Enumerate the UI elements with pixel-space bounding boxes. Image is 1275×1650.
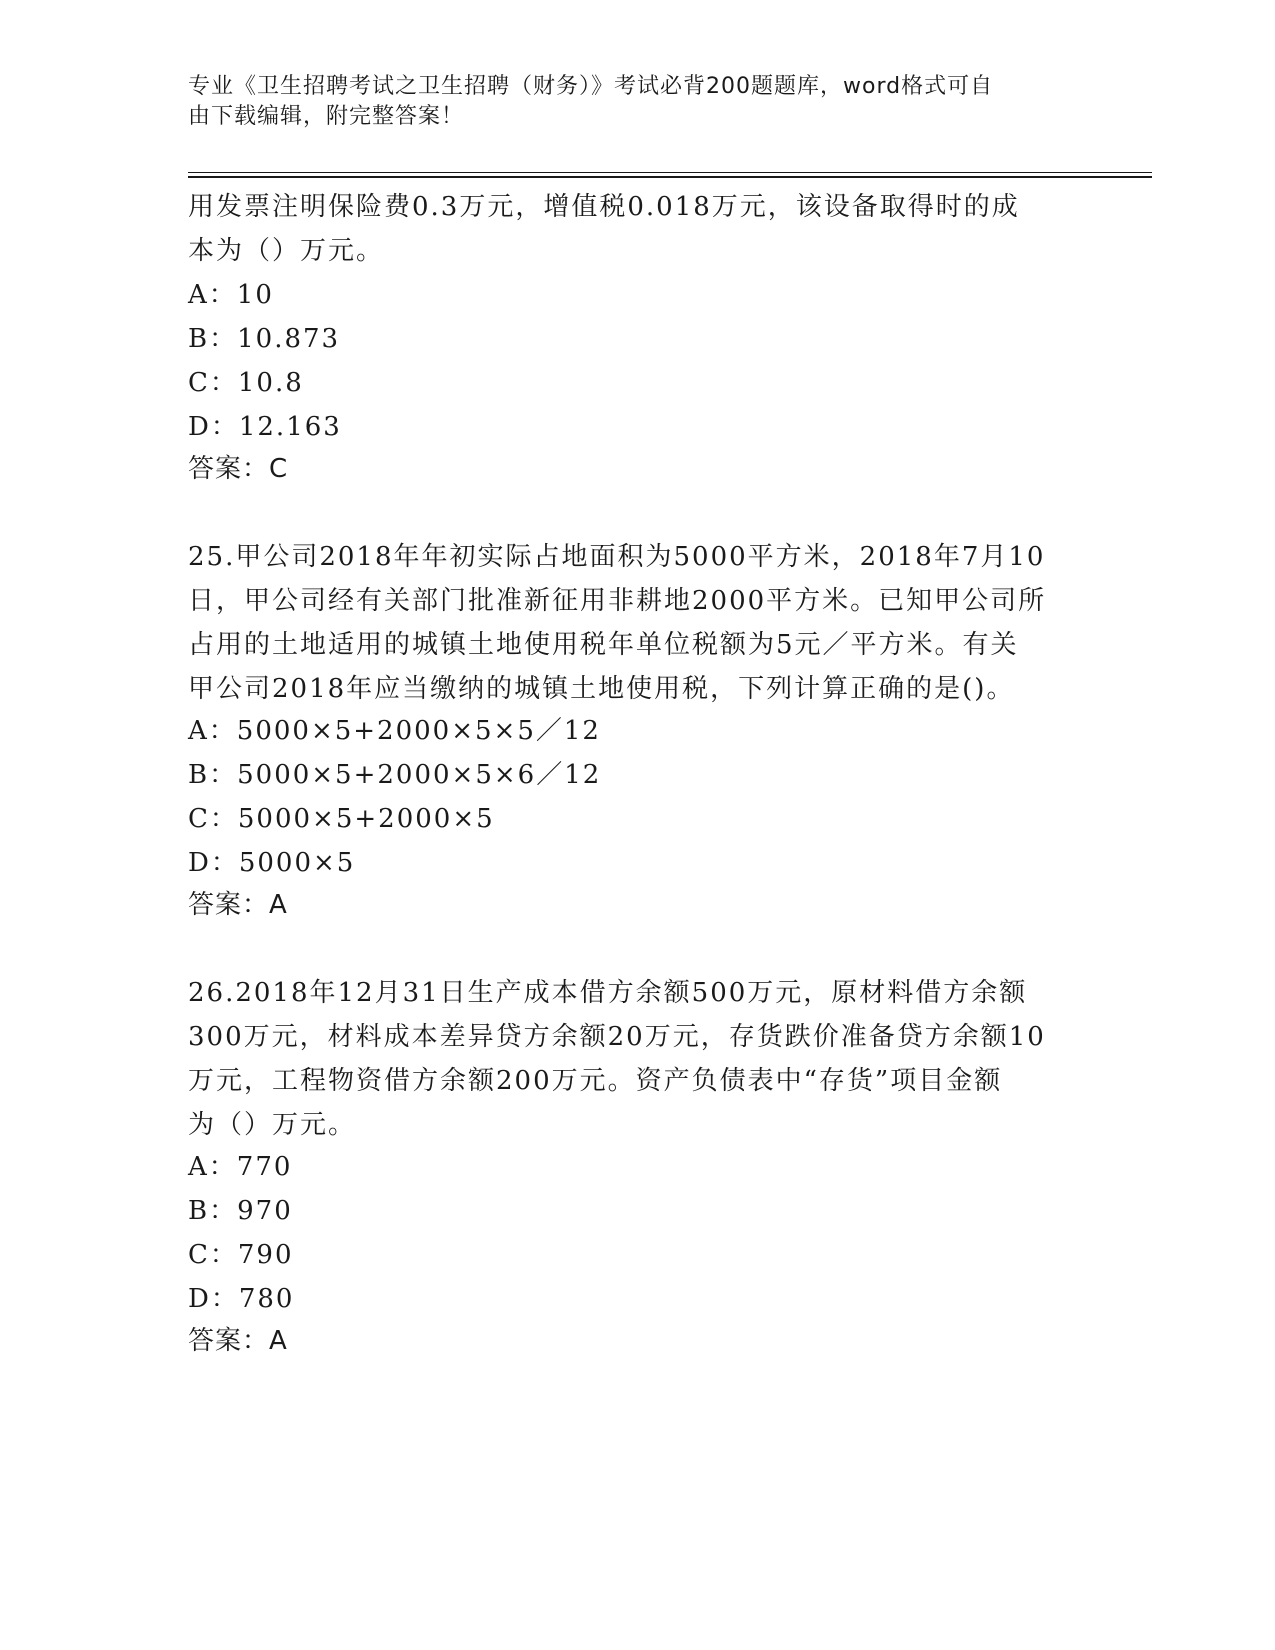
question-stem-line: 甲公司2018年应当缴纳的城镇土地使用税，下列计算正确的是()。 (188, 674, 1015, 704)
question-stem-line: 25.甲公司2018年年初实际占地面积为5000平方米，2018年7月10 (188, 542, 1046, 572)
question-stem-line: 万元，工程物资借方余额200万元。资产负债表中“存货”项目金额 (188, 1066, 1003, 1096)
answer-24: 答案：C (188, 454, 289, 484)
question-stem-line: 为（）万元。 (188, 1110, 357, 1140)
answer-26: 答案：A (188, 1326, 288, 1356)
option-d: D：5000×5 (188, 848, 356, 878)
header-line-1: 专业《卫生招聘考试之卫生招聘（财务）》考试必背200题题库，word格式可自 (188, 74, 994, 99)
question-stem-line: 占用的土地适用的城镇土地使用税年单位税额为5元／平方米。有关 (188, 630, 1019, 660)
option-c: C：790 (188, 1240, 294, 1270)
option-c: C：10.8 (188, 368, 304, 398)
option-a: A：5000×5+2000×5×5／12 (188, 716, 601, 746)
option-b: B：970 (188, 1196, 293, 1226)
question-stem-line: 300万元，材料成本差异贷方余额20万元，存货跌价准备贷方余额10 (188, 1022, 1046, 1052)
option-d: D：12.163 (188, 412, 342, 442)
document-header (188, 72, 1068, 132)
question-stem-line: 用发票注明保险费0.3万元，增值税0.018万元，该设备取得时的成 (188, 192, 1020, 222)
header-line-2: 由下载编辑，附完整答案！ (188, 104, 465, 129)
header-rule-thin (188, 172, 1152, 173)
answer-25: 答案：A (188, 890, 288, 920)
option-a: A：770 (188, 1152, 293, 1182)
option-d: D：780 (188, 1284, 295, 1314)
header-rule-thick (188, 176, 1152, 178)
option-c: C：5000×5+2000×5 (188, 804, 495, 834)
option-a: A：10 (188, 280, 274, 310)
option-b: B：10.873 (188, 324, 341, 354)
question-stem-line: 26.2018年12月31日生产成本借方余额500万元，原材料借方余额 (188, 978, 1028, 1008)
question-stem-line: 本为（）万元。 (188, 236, 385, 266)
option-b: B：5000×5+2000×5×6／12 (188, 760, 602, 790)
question-stem-line: 日，甲公司经有关部门批准新征用非耕地2000平方米。已知甲公司所 (188, 586, 1047, 616)
